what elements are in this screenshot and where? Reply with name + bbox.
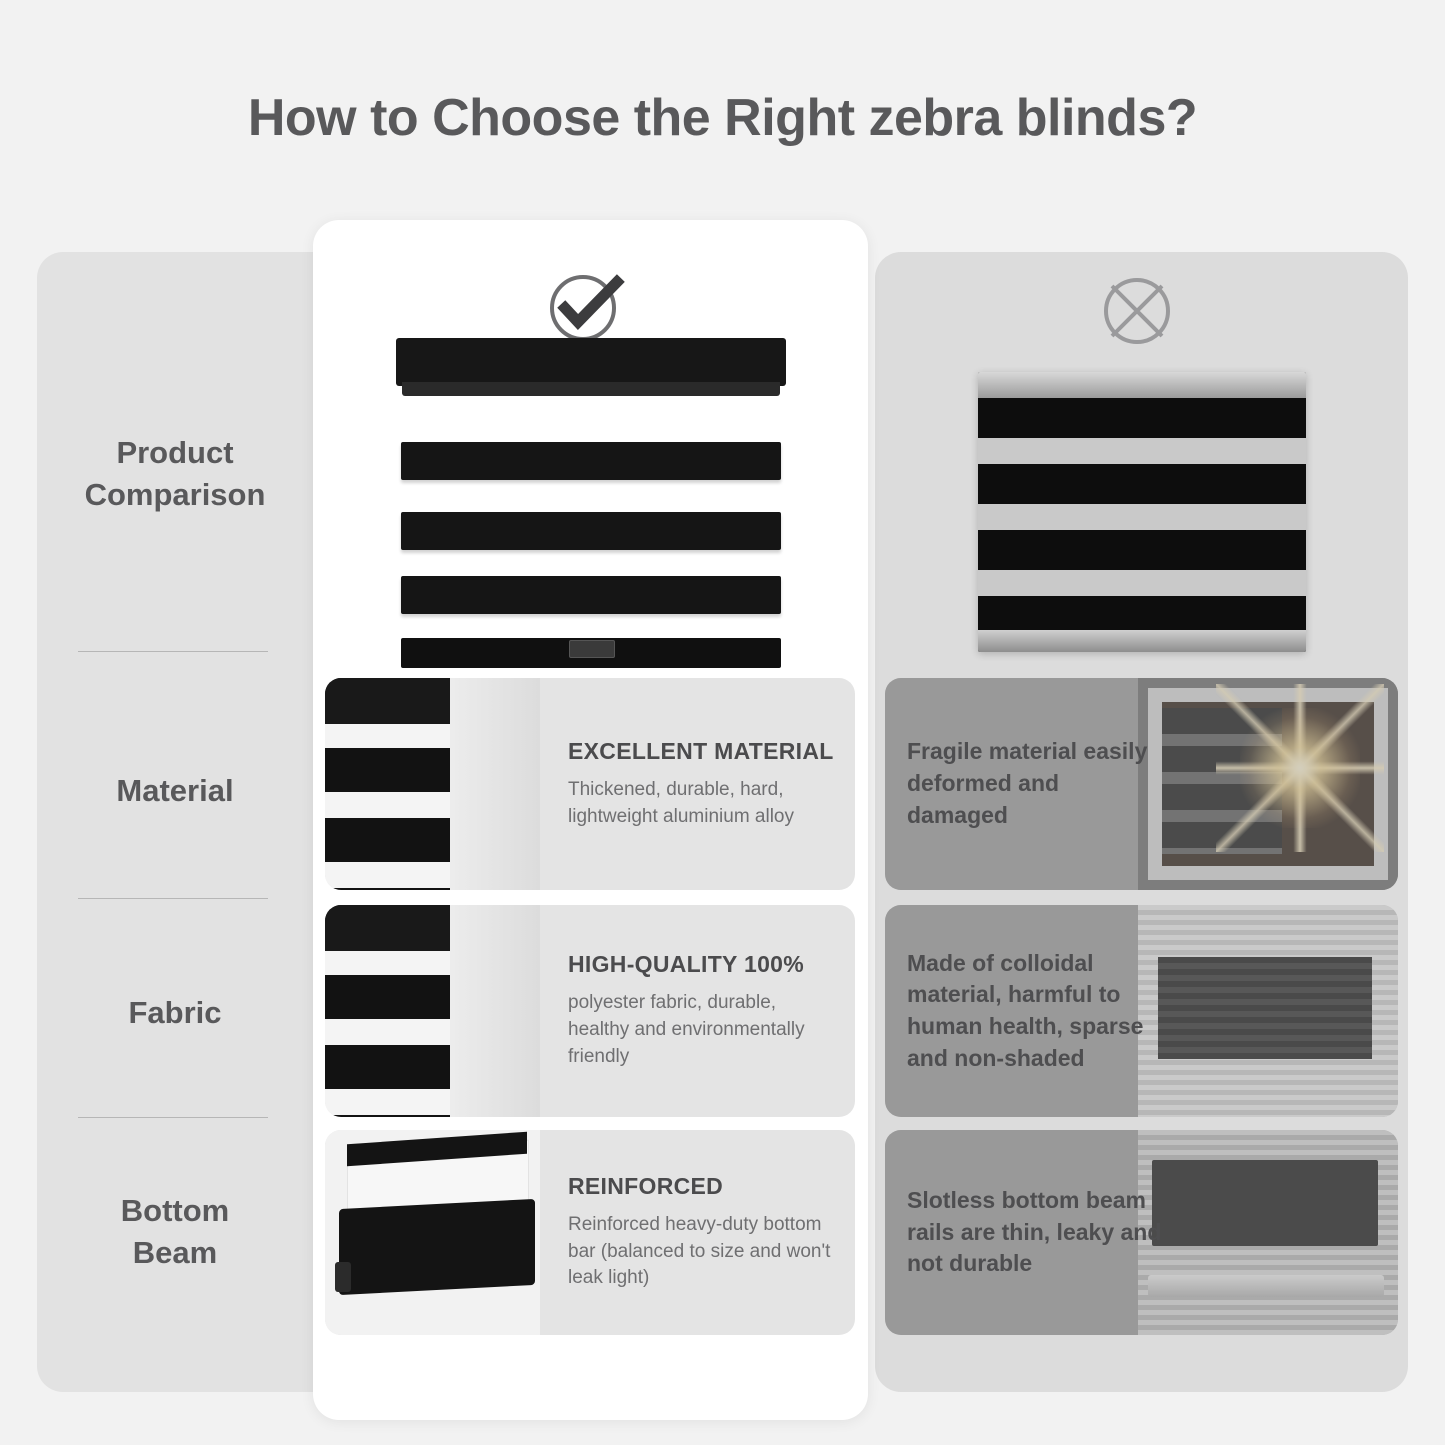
- thumbnail-bad-bottom-beam: [1138, 1130, 1398, 1335]
- card-bad-material: [885, 678, 1398, 890]
- card-body: polyester fabric, durable, healthy and environmentally friendly: [568, 992, 805, 1067]
- card-heading: EXCELLENT MATERIAL: [568, 737, 834, 764]
- row-label-material: Material: [116, 773, 234, 808]
- card-text: [568, 905, 837, 1117]
- bad-headrail: [978, 372, 1306, 398]
- bad-stripes: [978, 398, 1306, 630]
- card-good-fabric: [325, 905, 855, 1117]
- blind-headrail: [325, 905, 450, 951]
- blind-slat: [401, 512, 781, 550]
- bad-fabric-panel: [1158, 957, 1372, 1059]
- bottom-bar-art: [325, 1130, 540, 1335]
- mini-blind-art: [325, 678, 540, 890]
- thumbnail-bad-fabric: [1138, 905, 1398, 1117]
- row-label-bottom-line2: Beam: [132, 1234, 218, 1270]
- thin-bottom-rail: [1148, 1275, 1384, 1297]
- bar-end-cap: [335, 1262, 351, 1292]
- thumbnail-material: [325, 678, 540, 890]
- row-label-product-line2: Comparison: [84, 476, 266, 512]
- row-label-product-comparison: [50, 432, 300, 516]
- row-label-fabric: Fabric: [128, 995, 222, 1030]
- mini-blind-art: [325, 905, 540, 1117]
- thumbnail-fabric: [325, 905, 540, 1117]
- card-body: Thickened, durable, hard, lightweight aluminium alloy: [568, 778, 794, 827]
- card-text: [568, 1130, 837, 1335]
- card-text: Fragile material easily deformed and damaged: [907, 738, 1148, 828]
- blind-slat: [401, 442, 781, 480]
- sparse-fabric-art: [1138, 905, 1398, 1117]
- divider: [78, 898, 268, 899]
- card-bad-fabric: [885, 905, 1398, 1117]
- divider: [78, 651, 268, 652]
- headrail-lip: [402, 382, 780, 396]
- page-title: How to Choose the Right zebra blinds?: [247, 89, 1198, 147]
- card-text: Slotless bottom beam rails are thin, leaky and not durable: [907, 1186, 1162, 1277]
- damaged-window-art: [1138, 678, 1398, 890]
- card-good-material: [325, 678, 855, 890]
- bad-bottom-rail: [978, 630, 1306, 652]
- row-label-bottom-line1: Bottom: [120, 1193, 230, 1228]
- card-heading: HIGH-QUALITY 100%: [568, 951, 804, 978]
- thumbnail-bottom-beam: [325, 1130, 540, 1335]
- thumbnail-bad-material: [1138, 678, 1398, 890]
- card-heading: REINFORCED: [568, 1172, 724, 1199]
- row-label-product-line1: Product: [116, 435, 234, 470]
- card-body: Reinforced heavy-duty bottom bar (balanced to size and won't leak light): [568, 1213, 831, 1289]
- card-good-bottom-beam: [325, 1130, 855, 1335]
- hero-image-good-blind: [396, 338, 786, 668]
- check-mark-icon: [545, 264, 627, 346]
- headrail: [396, 338, 786, 386]
- card-text: [568, 678, 837, 890]
- divider: [78, 1117, 268, 1118]
- card-bad-bottom-beam: [885, 1130, 1398, 1335]
- blind-headrail: [325, 678, 450, 724]
- thin-rail-art: [1138, 1130, 1398, 1335]
- hero-image-bad-blind: [978, 372, 1306, 652]
- blind-slat: [401, 576, 781, 614]
- sun-glow: [1240, 708, 1360, 828]
- cross-mark-icon: [1096, 270, 1178, 352]
- card-text: Made of colloidal material, harmful to human health, sparse and non-shaded: [907, 949, 1144, 1071]
- bottom-bar-tab: [569, 640, 615, 658]
- row-label-bottom-beam: [50, 1190, 300, 1274]
- reinforced-bar: [339, 1199, 535, 1295]
- bad-blind-panel: [1152, 1160, 1378, 1246]
